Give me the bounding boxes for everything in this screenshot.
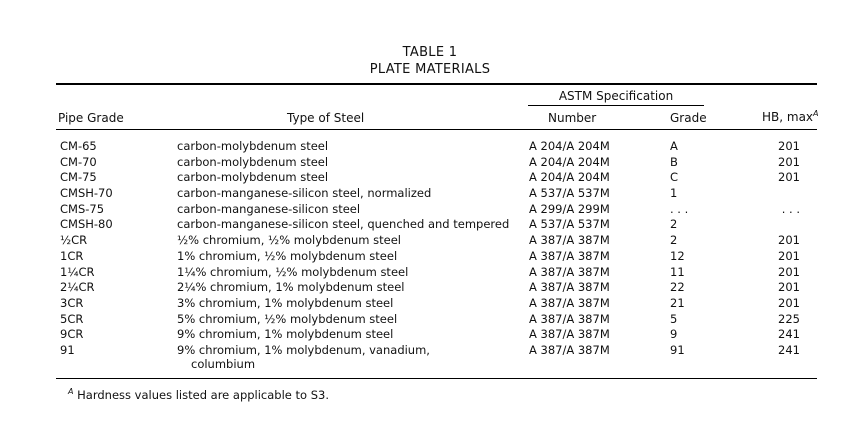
cell-number: A 387/A 387M [529, 295, 610, 310]
top-rule [56, 83, 817, 85]
cell-number: A 387/A 387M [529, 233, 610, 248]
footnote-text: Hardness values listed are applicable to S3. [77, 387, 330, 402]
cell-hb-max: 201 [778, 154, 800, 169]
cell-hb-max: 201 [778, 139, 800, 153]
table-row [0, 327, 860, 343]
cell-type-of-steel: 1¼% chromium, ½% molybdenum steel [177, 264, 409, 279]
header-pipe-grade: Pipe Grade [58, 111, 124, 125]
cell-type-of-steel: carbon-molybdenum steel [177, 170, 329, 185]
cell-type-of-steel: 9% chromium, 1% molybdenum steel [177, 327, 394, 342]
header-type-of-steel: Type of Steel [287, 111, 365, 125]
cell-type-of-steel: carbon-manganese-silicon steel [177, 201, 361, 216]
cell-number: A 204/A 204M [529, 154, 610, 169]
cell-grade: 2 [670, 217, 678, 232]
cell-hb-max: 201 [778, 170, 800, 185]
table-body [0, 139, 860, 373]
cell-grade: 12 [670, 248, 685, 263]
cell-hb-max: 225 [778, 311, 800, 326]
header-number: Number [548, 111, 597, 125]
header-hb-max-label: HB, max [762, 110, 814, 124]
cell-hb-max: 201 [778, 233, 800, 248]
cell-number: A 537/A 537M [529, 186, 610, 201]
cell-type-of-steel: ½% chromium, ½% molybdenum steel [177, 233, 401, 248]
cell-number: A 537/A 537M [529, 217, 610, 232]
table-row [0, 217, 860, 233]
cell-hb-max: 201 [778, 248, 800, 263]
cell-type-of-steel: 5% chromium, ½% molybdenum steel [177, 311, 398, 326]
cell-number: A 387/A 387M [529, 280, 610, 295]
cell-pipe-grade: CMSH-70 [60, 186, 113, 201]
table-row [0, 296, 860, 312]
cell-hb-max: 201 [778, 295, 800, 310]
cell-pipe-grade: 3CR [60, 295, 84, 310]
header-grade: Grade [670, 111, 707, 125]
cell-type-of-steel: carbon-molybdenum steel [177, 154, 329, 169]
table-title: TABLE 1 [402, 45, 458, 60]
cell-pipe-grade: 5CR [60, 311, 84, 326]
cell-grade: 11 [670, 264, 685, 279]
footnote-mark: A [68, 387, 74, 396]
cell-type-of-steel: carbon-manganese-silicon steel, quenched and tempered [177, 217, 510, 232]
cell-number: A 387/A 387M [529, 264, 610, 279]
cell-type-of-steel: carbon-molybdenum steel [177, 139, 329, 153]
cell-number: A 387/A 387M [529, 311, 610, 326]
cell-pipe-grade: 2¼CR [60, 280, 95, 295]
footnote [68, 387, 329, 402]
cell-number: A 299/A 299M [529, 201, 610, 216]
cell-number: A 204/A 204M [529, 170, 610, 185]
cell-grade: C [670, 170, 679, 185]
cell-type-of-steel: 1% chromium, ½% molybdenum steel [177, 248, 398, 263]
cell-number: A 387/A 387M [529, 248, 610, 263]
cell-type-of-steel: 3% chromium, 1% molybdenum steel [177, 295, 394, 310]
cell-pipe-grade: 1CR [60, 248, 84, 263]
table-row [0, 280, 860, 296]
cell-type-of-steel [177, 343, 430, 371]
cell-type-line: 9% chromium, 1% molybdenum, vanadium, [177, 342, 430, 357]
cell-hb-max: 241 [778, 327, 800, 342]
cell-pipe-grade: 91 [60, 342, 75, 357]
cell-grade: 91 [670, 342, 685, 357]
cell-pipe-grade: ½CR [60, 233, 88, 248]
cell-grade: 21 [670, 295, 685, 310]
table-row [0, 155, 860, 171]
table-row [0, 265, 860, 281]
table-row [0, 202, 860, 218]
cell-grade: 22 [670, 280, 685, 295]
cell-number: A 387/A 387M [529, 327, 610, 342]
cell-pipe-grade: CM-65 [60, 139, 97, 153]
table-row [0, 233, 860, 249]
cell-number: A 387/A 387M [529, 342, 610, 357]
cell-type-continuation: columbium [191, 356, 256, 371]
cell-grade: B [670, 154, 678, 169]
table-row [0, 186, 860, 202]
header-hb-note-mark: A [813, 109, 819, 118]
cell-pipe-grade: 9CR [60, 327, 84, 342]
cell-pipe-grade: CMSH-80 [60, 217, 113, 232]
cell-pipe-grade: CMS-75 [60, 201, 105, 216]
cell-hb-max: 201 [778, 280, 800, 295]
table-row [0, 312, 860, 328]
cell-type-of-steel: carbon-manganese-silicon steel, normalized [177, 186, 432, 201]
cell-grade: A [670, 139, 678, 153]
cell-number: A 204/A 204M [529, 139, 610, 153]
astm-group-rule [528, 105, 704, 106]
cell-grade: 9 [670, 327, 678, 342]
table-row [0, 249, 860, 265]
cell-grade: 1 [670, 186, 678, 201]
cell-grade: . . . [670, 201, 689, 216]
cell-hb-max: . . . [781, 201, 800, 216]
cell-pipe-grade: CM-70 [60, 154, 97, 169]
table-row [0, 170, 860, 186]
cell-pipe-grade: 1¼CR [60, 264, 95, 279]
header-rule [56, 129, 817, 130]
cell-grade: 2 [670, 233, 678, 248]
header-hb-max [762, 109, 819, 124]
cell-hb-max: 241 [778, 342, 800, 357]
bottom-rule [56, 378, 817, 379]
astm-group-header: ASTM Specification [558, 89, 674, 103]
table-row [0, 343, 860, 373]
table-row [0, 139, 860, 155]
cell-grade: 5 [670, 311, 678, 326]
table-subtitle: PLATE MATERIALS [369, 62, 491, 77]
cell-pipe-grade: CM-75 [60, 170, 97, 185]
cell-type-of-steel: 2¼% chromium, 1% molybdenum steel [177, 280, 405, 295]
cell-hb-max: 201 [778, 264, 800, 279]
